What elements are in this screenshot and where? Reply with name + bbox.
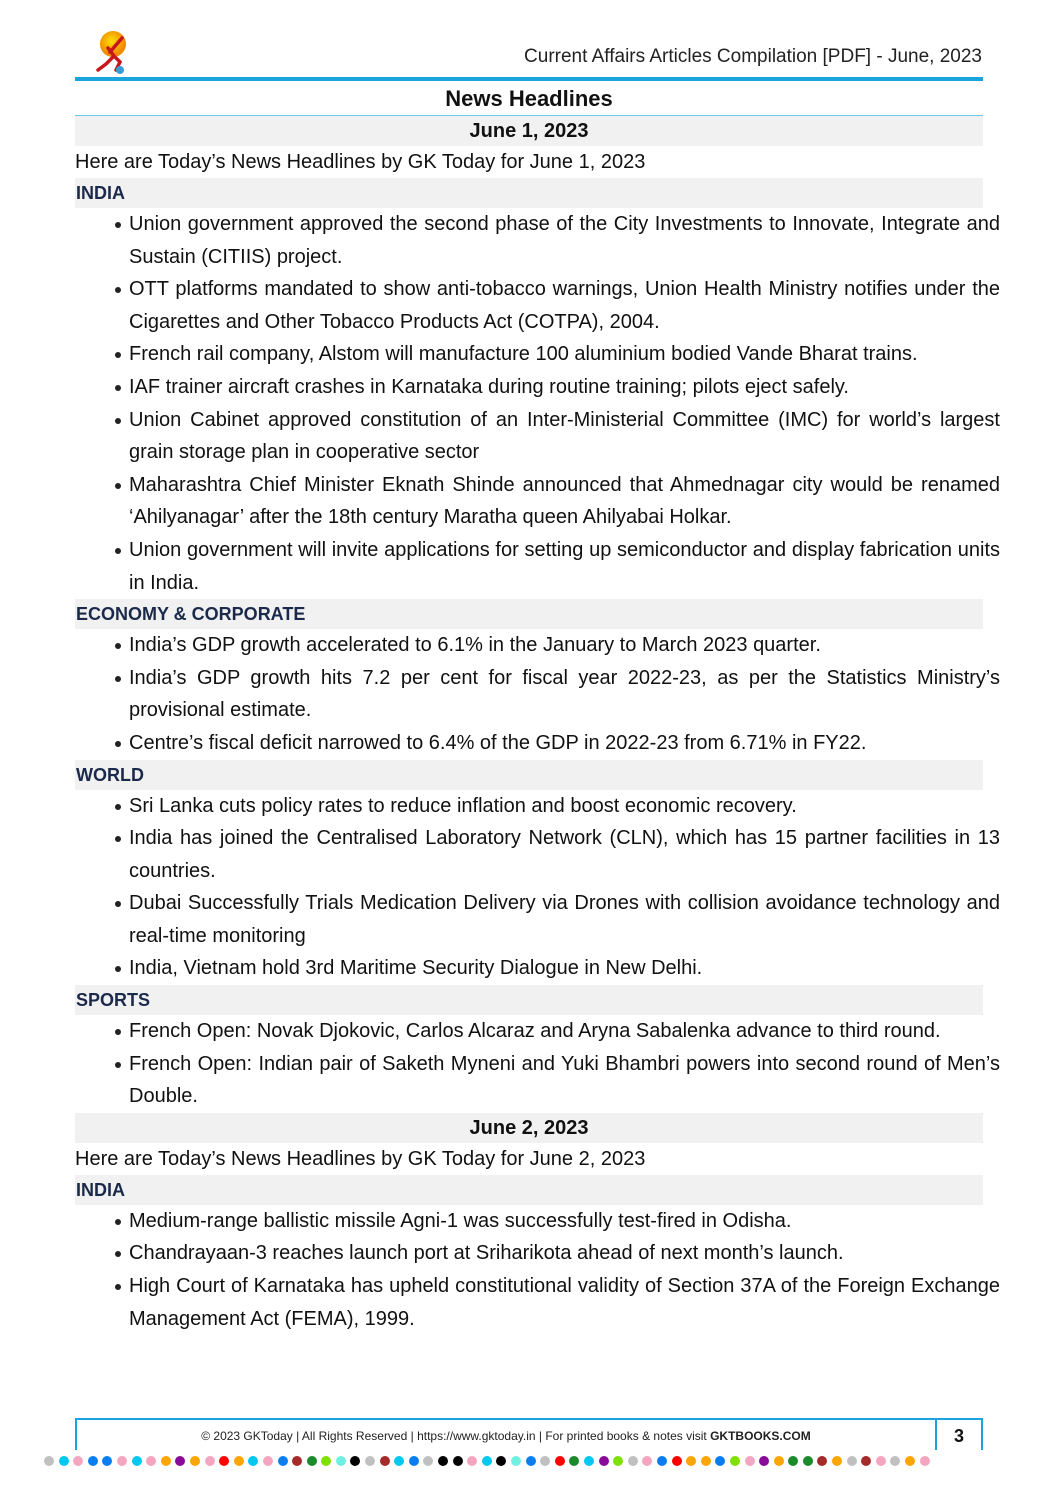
date-heading: June 2, 2023 [75,1113,983,1143]
headline-list [75,1205,1000,1335]
decorative-dot [102,1456,112,1466]
decorative-dot [774,1456,784,1466]
decorative-dot [88,1456,98,1466]
headline-list [75,790,1000,986]
headline-item: Sri Lanka cuts policy rates to reduce inflation and boost economic recovery. [75,790,1000,823]
decorative-dot [613,1456,623,1466]
decorative-dot [350,1456,360,1466]
decorative-dot [59,1456,69,1466]
decorative-dot [321,1456,331,1466]
decorative-dot [496,1456,506,1466]
footer-brand-link[interactable]: GKTBOOKS.COM [710,1429,811,1443]
decorative-dot [263,1456,273,1466]
headline-item: Centre’s fiscal deficit narrowed to 6.4% of the GDP in 2022-23 from 6.71% in FY22. [75,727,1000,760]
decorative-dot [599,1456,609,1466]
section-heading: ECONOMY & CORPORATE [75,599,983,629]
decorative-dot [423,1456,433,1466]
headline-item: Union government will invite applications for setting up semiconductor and display fabrication units in India. [75,534,1000,599]
headline-list [75,208,1000,599]
decorative-dot [409,1456,419,1466]
decorative-dot [219,1456,229,1466]
decorative-dot [628,1456,638,1466]
decorative-dot [745,1456,755,1466]
decorative-dot [890,1456,900,1466]
headline-item: India has joined the Centralised Laboratory Network (CLN), which has 15 partner facilities in 13 countries. [75,822,1000,887]
headline-item: Union Cabinet approved constitution of an Inter-Ministerial Committee (IMC) for world’s largest grain storage plan in cooperative sector [75,404,1000,469]
decorative-dot [701,1456,711,1466]
decorative-dot [905,1456,915,1466]
decorative-dot [832,1456,842,1466]
decorative-dot [672,1456,682,1466]
gktoday-logo [94,30,130,78]
decorative-dot [847,1456,857,1466]
decorative-dot [394,1456,404,1466]
decorative-dot [307,1456,317,1466]
footer [75,1418,983,1450]
decorative-dot [132,1456,142,1466]
intro-text: Here are Today’s News Headlines by GK Today for June 1, 2023 [75,151,646,173]
headline-item: India, Vietnam hold 3rd Maritime Security Dialogue in New Delhi. [75,952,1000,985]
decorative-dot [759,1456,769,1466]
decorative-dot [248,1456,258,1466]
headline-list [75,1015,1000,1113]
headline-item: India’s GDP growth hits 7.2 per cent for fiscal year 2022-23, as per the Statistics Ministry’s provisional estimate. [75,662,1000,727]
decorative-dot [117,1456,127,1466]
header-title: Current Affairs Articles Compilation [PDF] - June, 2023 [524,46,982,67]
headline-item: Chandrayaan-3 reaches launch port at Sriharikota ahead of next month’s launch. [75,1237,1000,1270]
decorative-dot [569,1456,579,1466]
headline-list [75,629,1000,759]
decorative-dot [278,1456,288,1466]
decorative-dot [73,1456,83,1466]
section-heading: INDIA [75,1175,983,1205]
footer-copyright: © 2023 GKToday | All Rights Reserved | https://www.gktoday.in | For printed books & notes visit [201,1429,711,1443]
page-number: 3 [935,1420,981,1450]
headline-item: Maharashtra Chief Minister Eknath Shinde announced that Ahmednagar city would be renamed ‘Ahilyanagar’ after the 18th century Maratha queen Ahilyabai Holkar. [75,469,1000,534]
decorative-dot [861,1456,871,1466]
decorative-dot-row [44,1456,930,1466]
decorative-dot [584,1456,594,1466]
headline-item: High Court of Karnataka has upheld constitutional validity of Section 37A of the Foreign Exchange Management Act (FEMA), 1999. [75,1270,1000,1335]
decorative-dot [920,1456,930,1466]
headline-item: French Open: Indian pair of Saketh Myneni and Yuki Bhambri powers into second round of Men’s Double. [75,1048,1000,1113]
decorative-dot [876,1456,886,1466]
decorative-dot [380,1456,390,1466]
decorative-dot [482,1456,492,1466]
decorative-dot [190,1456,200,1466]
decorative-dot [205,1456,215,1466]
section-heading: WORLD [75,760,983,790]
decorative-dot [453,1456,463,1466]
decorative-dot [803,1456,813,1466]
section-heading: INDIA [75,178,983,208]
headline-item: French rail company, Alstom will manufacture 100 aluminium bodied Vande Bharat trains. [75,338,1000,371]
headline-item: OTT platforms mandated to show anti-tobacco warnings, Union Health Ministry notifies under the Cigarettes and Other Tobacco Products Act (COTPA), 2004. [75,273,1000,338]
decorative-dot [555,1456,565,1466]
headline-item: Union government approved the second phase of the City Investments to Innovate, Integrate and Sustain (CITIIS) project. [75,208,1000,273]
decorative-dot [511,1456,521,1466]
decorative-dot [336,1456,346,1466]
decorative-dot [686,1456,696,1466]
page-title: News Headlines [75,84,983,116]
header-divider [75,77,983,81]
headline-item: IAF trainer aircraft crashes in Karnataka during routine training; pilots eject safely. [75,371,1000,404]
footer-text [77,1420,935,1450]
decorative-dot [642,1456,652,1466]
headline-item: India’s GDP growth accelerated to 6.1% in the January to March 2023 quarter. [75,629,1000,662]
article-content [75,84,1000,1335]
decorative-dot [161,1456,171,1466]
decorative-dot [788,1456,798,1466]
decorative-dot [292,1456,302,1466]
decorative-dot [175,1456,185,1466]
date-heading: June 1, 2023 [75,116,983,146]
decorative-dot [438,1456,448,1466]
decorative-dot [715,1456,725,1466]
decorative-dot [365,1456,375,1466]
headline-item: Medium-range ballistic missile Agni-1 was successfully test-fired in Odisha. [75,1205,1000,1238]
decorative-dot [44,1456,54,1466]
headline-item: French Open: Novak Djokovic, Carlos Alcaraz and Aryna Sabalenka advance to third round. [75,1015,1000,1048]
decorative-dot [234,1456,244,1466]
decorative-dot [540,1456,550,1466]
headline-item: Dubai Successfully Trials Medication Delivery via Drones with collision avoidance technology and real-time monitoring [75,887,1000,952]
decorative-dot [526,1456,536,1466]
decorative-dot [657,1456,667,1466]
decorative-dot [146,1456,156,1466]
intro-text: Here are Today’s News Headlines by GK Today for June 2, 2023 [75,1147,646,1170]
section-heading: SPORTS [75,985,983,1015]
decorative-dot [730,1456,740,1466]
decorative-dot [817,1456,827,1466]
decorative-dot [467,1456,477,1466]
